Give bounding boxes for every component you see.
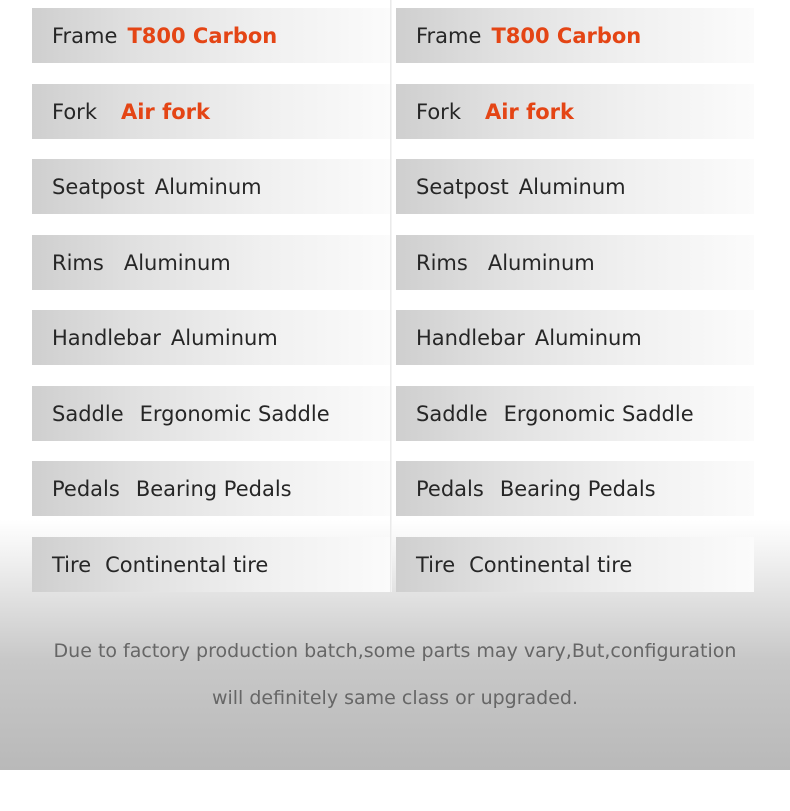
spec-row-fork xyxy=(396,84,754,139)
spec-label: Pedals xyxy=(416,476,484,501)
spec-label: Pedals xyxy=(52,476,120,501)
spec-value: Aluminum xyxy=(123,250,231,275)
spec-row-pedals xyxy=(396,461,754,516)
spec-row-frame xyxy=(396,8,754,63)
spec-label: Saddle xyxy=(52,401,124,426)
spec-value: Ergonomic Saddle xyxy=(503,401,694,426)
spec-label: Handlebar xyxy=(52,325,161,350)
spec-value: Continental tire xyxy=(469,552,633,577)
spec-value: Air fork xyxy=(484,99,574,124)
column-divider xyxy=(390,0,392,592)
spec-label: Fork xyxy=(52,99,97,124)
spec-value: Air fork xyxy=(120,99,210,124)
spec-row-frame xyxy=(32,8,390,63)
spec-value: Ergonomic Saddle xyxy=(139,401,330,426)
spec-row-saddle xyxy=(32,386,390,441)
spec-value: Bearing Pedals xyxy=(135,476,292,501)
spec-row-saddle xyxy=(396,386,754,441)
spec-row-tire xyxy=(32,537,390,592)
spec-row-rims xyxy=(396,235,754,290)
spec-label: Fork xyxy=(416,99,461,124)
spec-row-seatpost xyxy=(32,159,390,214)
footer-note-line2: will definitely same class or upgraded. xyxy=(211,687,579,709)
spec-row-fork xyxy=(32,84,390,139)
spec-value: Aluminum xyxy=(170,325,278,350)
spec-row-seatpost xyxy=(396,159,754,214)
spec-value: Aluminum xyxy=(534,325,642,350)
spec-label: Saddle xyxy=(416,401,488,426)
spec-label: Tire xyxy=(52,552,92,577)
spec-value: Continental tire xyxy=(105,552,269,577)
spec-label: Rims xyxy=(52,250,104,275)
spec-label: Frame xyxy=(52,23,118,48)
spec-value: Aluminum xyxy=(518,174,626,199)
spec-label: Seatpost xyxy=(52,174,145,199)
spec-label: Handlebar xyxy=(416,325,525,350)
spec-row-tire xyxy=(396,537,754,592)
spec-value: Aluminum xyxy=(154,174,262,199)
spec-value: Bearing Pedals xyxy=(499,476,656,501)
spec-row-rims xyxy=(32,235,390,290)
footer-note-line1: Due to factory production batch,some parts may vary,But,configuration xyxy=(53,640,737,662)
spec-label: Rims xyxy=(416,250,468,275)
spec-row-handlebar xyxy=(32,310,390,365)
spec-value: T800 Carbon xyxy=(127,23,278,48)
spec-label: Tire xyxy=(416,552,456,577)
spec-label: Frame xyxy=(416,23,482,48)
spec-value: T800 Carbon xyxy=(491,23,642,48)
spec-row-pedals xyxy=(32,461,390,516)
spec-label: Seatpost xyxy=(416,174,509,199)
spec-row-handlebar xyxy=(396,310,754,365)
spec-value: Aluminum xyxy=(487,250,595,275)
